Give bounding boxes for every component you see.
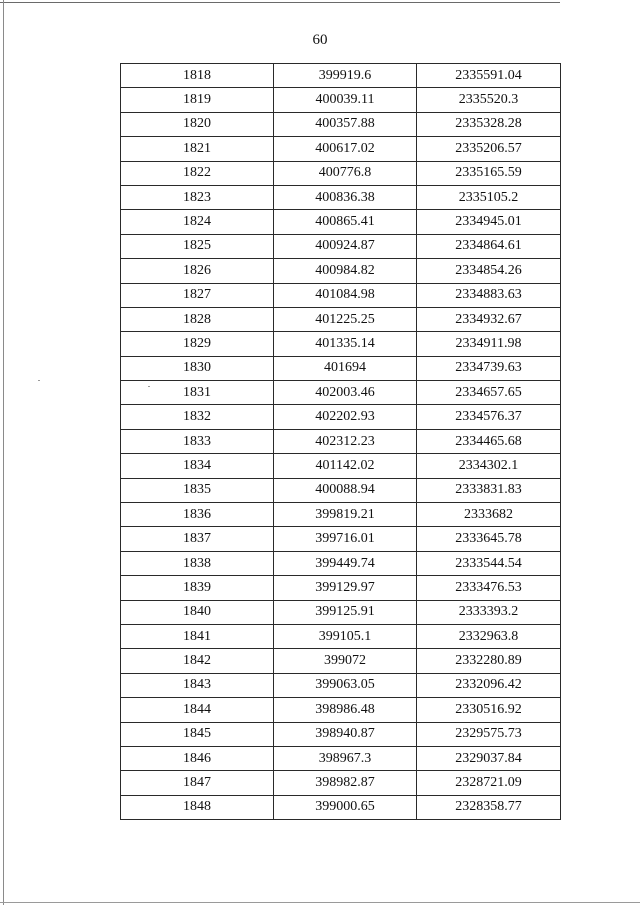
x-coordinate-cell: 398940.87 — [274, 722, 417, 746]
y-coordinate-cell: 2332280.89 — [417, 649, 561, 673]
y-coordinate-cell: 2334945.01 — [417, 210, 561, 234]
coordinates-table — [120, 63, 561, 820]
y-coordinate-cell: 2333393.2 — [417, 600, 561, 624]
x-coordinate-cell: 400357.88 — [274, 112, 417, 136]
point-number-cell: 1839 — [121, 576, 274, 600]
y-coordinate-cell: 2333831.83 — [417, 478, 561, 502]
point-number-cell: 1826 — [121, 259, 274, 283]
y-coordinate-cell: 2334932.67 — [417, 307, 561, 331]
x-coordinate-cell: 400088.94 — [274, 478, 417, 502]
point-number-cell: 1838 — [121, 551, 274, 575]
y-coordinate-cell: 2329037.84 — [417, 746, 561, 770]
y-coordinate-cell: 2335328.28 — [417, 112, 561, 136]
table-row — [121, 478, 561, 502]
point-number-cell: 1831 — [121, 381, 274, 405]
y-coordinate-cell: 2333682 — [417, 503, 561, 527]
y-coordinate-cell: 2332963.8 — [417, 624, 561, 648]
table-row — [121, 88, 561, 112]
x-coordinate-cell: 400776.8 — [274, 161, 417, 185]
y-coordinate-cell: 2334657.65 — [417, 381, 561, 405]
y-coordinate-cell: 2335206.57 — [417, 137, 561, 161]
x-coordinate-cell: 402312.23 — [274, 429, 417, 453]
point-number-cell: 1830 — [121, 356, 274, 380]
table-row — [121, 234, 561, 258]
table-row — [121, 698, 561, 722]
point-number-cell: 1842 — [121, 649, 274, 673]
y-coordinate-cell: 2330516.92 — [417, 698, 561, 722]
x-coordinate-cell: 402202.93 — [274, 405, 417, 429]
point-number-cell: 1840 — [121, 600, 274, 624]
x-coordinate-cell: 400836.38 — [274, 185, 417, 209]
table-row — [121, 576, 561, 600]
point-number-cell: 1822 — [121, 161, 274, 185]
x-coordinate-cell: 399129.97 — [274, 576, 417, 600]
point-number-cell: 1827 — [121, 283, 274, 307]
x-coordinate-cell: 399819.21 — [274, 503, 417, 527]
x-coordinate-cell: 400617.02 — [274, 137, 417, 161]
y-coordinate-cell: 2333476.53 — [417, 576, 561, 600]
x-coordinate-cell: 399919.6 — [274, 64, 417, 88]
point-number-cell: 1841 — [121, 624, 274, 648]
y-coordinate-cell: 2334739.63 — [417, 356, 561, 380]
point-number-cell: 1829 — [121, 332, 274, 356]
table-row — [121, 600, 561, 624]
table-row — [121, 746, 561, 770]
scan-speck — [38, 380, 40, 381]
x-coordinate-cell: 399063.05 — [274, 673, 417, 697]
point-number-cell: 1824 — [121, 210, 274, 234]
table-row — [121, 454, 561, 478]
point-number-cell: 1848 — [121, 795, 274, 819]
x-coordinate-cell: 401084.98 — [274, 283, 417, 307]
x-coordinate-cell: 398982.87 — [274, 771, 417, 795]
x-coordinate-cell: 399000.65 — [274, 795, 417, 819]
y-coordinate-cell: 2334465.68 — [417, 429, 561, 453]
x-coordinate-cell: 398986.48 — [274, 698, 417, 722]
y-coordinate-cell: 2334883.63 — [417, 283, 561, 307]
point-number-cell: 1819 — [121, 88, 274, 112]
y-coordinate-cell: 2328358.77 — [417, 795, 561, 819]
y-coordinate-cell: 2333645.78 — [417, 527, 561, 551]
x-coordinate-cell: 400039.11 — [274, 88, 417, 112]
table-row — [121, 161, 561, 185]
y-coordinate-cell: 2329575.73 — [417, 722, 561, 746]
table-row — [121, 259, 561, 283]
x-coordinate-cell: 399125.91 — [274, 600, 417, 624]
table-row — [121, 673, 561, 697]
table-row — [121, 185, 561, 209]
coordinates-table-body — [121, 64, 561, 820]
y-coordinate-cell: 2333544.54 — [417, 551, 561, 575]
table-row — [121, 722, 561, 746]
x-coordinate-cell: 399449.74 — [274, 551, 417, 575]
x-coordinate-cell: 399072 — [274, 649, 417, 673]
y-coordinate-cell: 2334576.37 — [417, 405, 561, 429]
x-coordinate-cell: 402003.46 — [274, 381, 417, 405]
y-coordinate-cell: 2335105.2 — [417, 185, 561, 209]
table-row — [121, 381, 561, 405]
table-row — [121, 429, 561, 453]
page-left-edge — [3, 0, 4, 905]
x-coordinate-cell: 401142.02 — [274, 454, 417, 478]
point-number-cell: 1823 — [121, 185, 274, 209]
y-coordinate-cell: 2334854.26 — [417, 259, 561, 283]
x-coordinate-cell: 399105.1 — [274, 624, 417, 648]
point-number-cell: 1825 — [121, 234, 274, 258]
y-coordinate-cell: 2335591.04 — [417, 64, 561, 88]
x-coordinate-cell: 401225.25 — [274, 307, 417, 331]
x-coordinate-cell: 401694 — [274, 356, 417, 380]
y-coordinate-cell: 2335165.59 — [417, 161, 561, 185]
point-number-cell: 1847 — [121, 771, 274, 795]
table-row — [121, 771, 561, 795]
table-row — [121, 332, 561, 356]
y-coordinate-cell: 2334302.1 — [417, 454, 561, 478]
point-number-cell: 1834 — [121, 454, 274, 478]
point-number-cell: 1837 — [121, 527, 274, 551]
x-coordinate-cell: 400924.87 — [274, 234, 417, 258]
page-number: 60 — [312, 32, 328, 48]
x-coordinate-cell: 401335.14 — [274, 332, 417, 356]
point-number-cell: 1846 — [121, 746, 274, 770]
table-row — [121, 551, 561, 575]
table-row — [121, 307, 561, 331]
page-bottom-edge — [0, 902, 640, 903]
table-row — [121, 527, 561, 551]
table-row — [121, 64, 561, 88]
table-row — [121, 405, 561, 429]
point-number-cell: 1836 — [121, 503, 274, 527]
table-row — [121, 356, 561, 380]
point-number-cell: 1828 — [121, 307, 274, 331]
table-row — [121, 624, 561, 648]
table-row — [121, 112, 561, 136]
point-number-cell: 1835 — [121, 478, 274, 502]
y-coordinate-cell: 2334864.61 — [417, 234, 561, 258]
table-row — [121, 503, 561, 527]
point-number-cell: 1821 — [121, 137, 274, 161]
point-number-cell: 1833 — [121, 429, 274, 453]
point-number-cell: 1845 — [121, 722, 274, 746]
y-coordinate-cell: 2332096.42 — [417, 673, 561, 697]
point-number-cell: 1832 — [121, 405, 274, 429]
x-coordinate-cell: 399716.01 — [274, 527, 417, 551]
x-coordinate-cell: 400984.82 — [274, 259, 417, 283]
x-coordinate-cell: 398967.3 — [274, 746, 417, 770]
x-coordinate-cell: 400865.41 — [274, 210, 417, 234]
y-coordinate-cell: 2335520.3 — [417, 88, 561, 112]
table-row — [121, 649, 561, 673]
table-row — [121, 210, 561, 234]
point-number-cell: 1818 — [121, 64, 274, 88]
point-number-cell: 1843 — [121, 673, 274, 697]
y-coordinate-cell: 2328721.09 — [417, 771, 561, 795]
table-row — [121, 137, 561, 161]
point-number-cell: 1820 — [121, 112, 274, 136]
table-row — [121, 283, 561, 307]
point-number-cell: 1844 — [121, 698, 274, 722]
page-top-edge — [0, 2, 560, 3]
y-coordinate-cell: 2334911.98 — [417, 332, 561, 356]
table-row — [121, 795, 561, 819]
